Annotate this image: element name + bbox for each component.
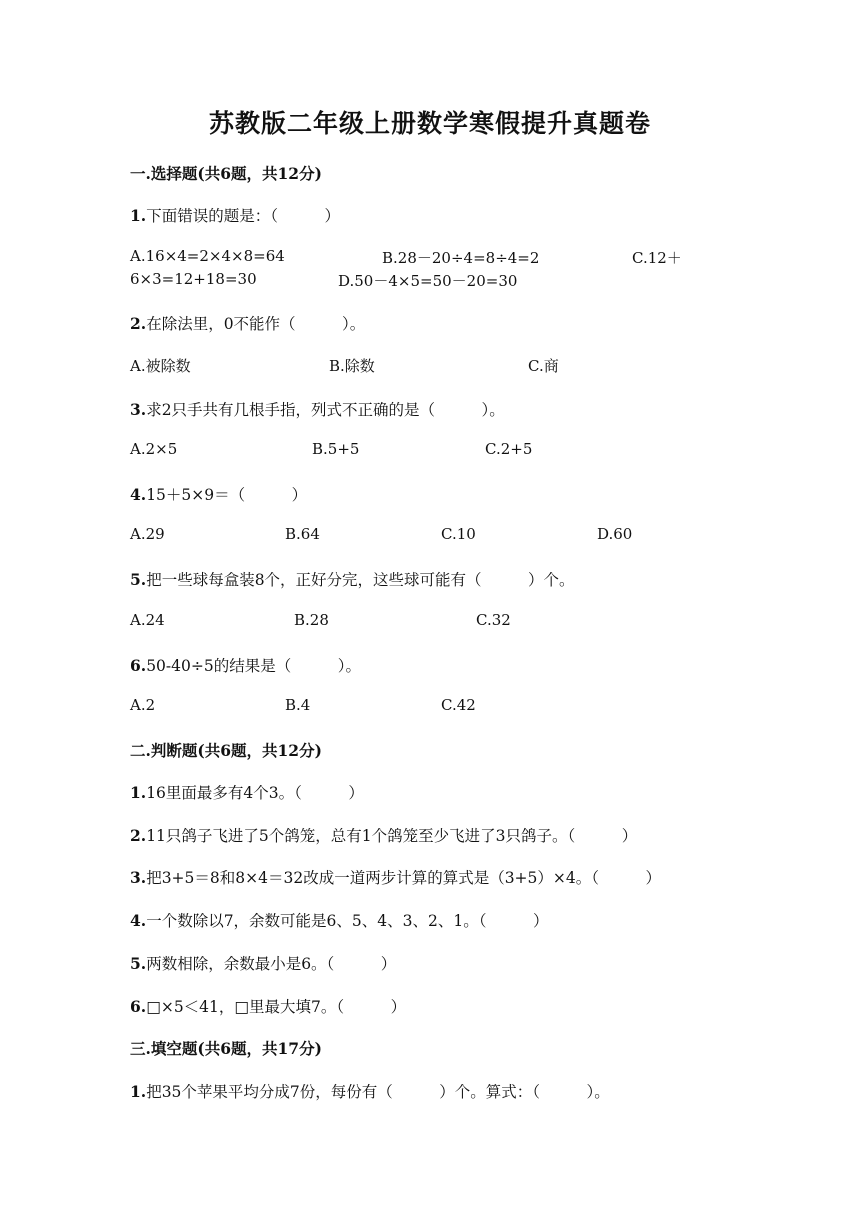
section-heading-judge: 二.判断题(共6题，共12分) bbox=[130, 741, 322, 760]
question-2 bbox=[130, 312, 365, 334]
question-text: 16里面最多有4个3。（ ） bbox=[146, 784, 364, 802]
question-1 bbox=[130, 204, 340, 226]
option-c: C.商 bbox=[528, 357, 559, 375]
option-b: B.4 bbox=[285, 696, 311, 714]
question-text: 两数相除，余数最小是6。（ ） bbox=[146, 955, 397, 973]
option-c-continued: 6×3=12+18=30 bbox=[130, 270, 257, 288]
option-c: C.10 bbox=[441, 525, 476, 543]
option-b: B.除数 bbox=[329, 357, 375, 375]
fill-question-1 bbox=[130, 1080, 610, 1102]
question-3 bbox=[130, 398, 505, 420]
question-text: 在除法里，0不能作（ ）。 bbox=[146, 315, 366, 333]
question-number: 5. bbox=[130, 570, 147, 589]
section-heading-choice: 一.选择题(共6题，共12分) bbox=[130, 164, 322, 183]
option-a: A.29 bbox=[130, 525, 165, 543]
question-5 bbox=[130, 568, 575, 590]
question-text: □×5＜41，□里最大填7。（ ） bbox=[146, 998, 407, 1016]
question-number: 4. bbox=[130, 911, 147, 930]
judge-question-3 bbox=[130, 866, 661, 888]
option-c: C.12＋ bbox=[632, 249, 682, 267]
question-number: 6. bbox=[130, 997, 147, 1016]
question-text: 求2只手共有几根手指，列式不正确的是（ ）。 bbox=[146, 401, 505, 419]
question-number: 3. bbox=[130, 868, 147, 887]
option-c: C.32 bbox=[476, 611, 511, 629]
option-c: C.2+5 bbox=[485, 440, 533, 458]
option-b: B.5+5 bbox=[312, 440, 360, 458]
question-number: 3. bbox=[130, 400, 147, 419]
option-a: A.被除数 bbox=[130, 357, 191, 375]
question-number: 4. bbox=[130, 485, 147, 504]
judge-question-6 bbox=[130, 995, 406, 1017]
option-d: D.50－4×5=50－20=30 bbox=[338, 272, 518, 290]
question-text: 50-40÷5的结果是（ ）。 bbox=[146, 657, 361, 675]
question-text: 11只鸽子飞进了5个鸽笼，总有1个鸽笼至少飞进了3只鸽子。（ ） bbox=[146, 827, 638, 845]
option-b: B.28 bbox=[294, 611, 329, 629]
question-text: 把3+5＝8和8×4＝32改成一道两步计算的算式是（3+5）×4。（ ） bbox=[146, 869, 662, 887]
section-heading-fill: 三.填空题(共6题，共17分) bbox=[130, 1039, 322, 1058]
judge-question-2 bbox=[130, 824, 637, 846]
question-4 bbox=[130, 483, 307, 505]
judge-question-1 bbox=[130, 781, 364, 803]
page-title: 苏教版二年级上册数学寒假提升真题卷 bbox=[208, 109, 651, 138]
judge-question-4 bbox=[130, 909, 548, 931]
question-number: 6. bbox=[130, 656, 147, 675]
option-b: B.28－20÷4=8÷4=2 bbox=[382, 249, 540, 267]
question-number: 1. bbox=[130, 1082, 147, 1101]
option-b: B.64 bbox=[285, 525, 320, 543]
option-a: A.2 bbox=[130, 696, 156, 714]
question-text: 把一些球每盒装8个，正好分完，这些球可能有（ ）个。 bbox=[146, 571, 575, 589]
question-number: 1. bbox=[130, 783, 147, 802]
question-number: 2. bbox=[130, 314, 147, 333]
option-c: C.42 bbox=[441, 696, 476, 714]
question-text: 一个数除以7，余数可能是6、5、4、3、2、1。（ ） bbox=[146, 912, 549, 930]
question-number: 2. bbox=[130, 826, 147, 845]
question-text: 把35个苹果平均分成7份，每份有（ ）个。算式：（ ）。 bbox=[146, 1083, 610, 1101]
judge-question-5 bbox=[130, 952, 396, 974]
option-a: A.24 bbox=[130, 611, 165, 629]
question-text: 下面错误的题是：（ ） bbox=[146, 207, 340, 225]
option-a: A.2×5 bbox=[130, 440, 178, 458]
question-text: 15＋5×9＝（ ） bbox=[146, 486, 308, 504]
question-number: 5. bbox=[130, 954, 147, 973]
question-6 bbox=[130, 654, 361, 676]
question-number: 1. bbox=[130, 206, 147, 225]
option-a: A.16×4=2×4×8=64 bbox=[130, 247, 285, 265]
option-d: D.60 bbox=[597, 525, 633, 543]
